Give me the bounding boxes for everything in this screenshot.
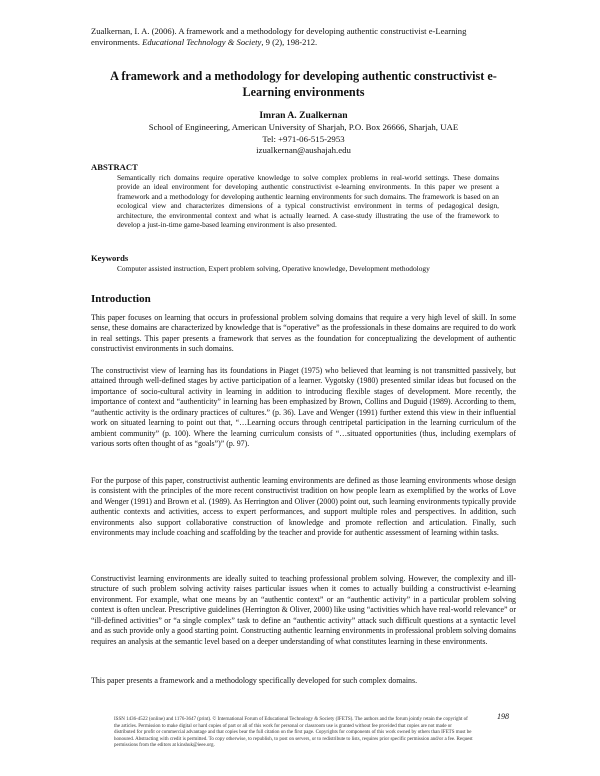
keywords-heading: Keywords	[91, 253, 129, 263]
citation-suffix: , 9 (2), 198-212.	[261, 37, 318, 47]
introduction-heading: Introduction	[91, 293, 151, 305]
paper-title: A framework and a methodology for developing authentic constructivist e-Learning environments	[110, 69, 497, 99]
citation-line1: Zualkernan, I. A. (2006). A framework and a methodology for developing authentic constructivist e-Learning	[91, 26, 467, 36]
intro-paragraph-2: The constructivist view of learning has its foundations in Piaget (1975) who believed that learning is not transmitted passively, but attained through well-defined stages by active participation of a learner. Vygotsky (1980) presented similar ideas but focused on the importance of socio-cultural activity in learning in addition to introducing flexible stages of development. More recently, the importance of context and “authenticity” in learning has been emphasized by Brown, Collins and Duguid (1989). According to them, “authentic activity is the ordinary practices of cultures.” (p. 36). Lave and Wenger (1991) further extend this view in their influential work on situated learning to point out that, “…Learning occurs through centripetal participation in the learning curriculum of the ambient community” (p. 100). Where the learning curriculum consists of “…situated opportunities (thus, including exemplars of various sorts often thought of as “goals”)” (p. 97).	[91, 366, 516, 449]
intro-paragraph-1: This paper focuses on learning that occurs in professional problem solving domains that require a very high level of skill. In some sense, these domains are characterized by knowledge that is “operative” as the professionals in these domains are required to do work in real settings. This paper presents a framework that serves as the foundation for conceptualizing the development of authentic constructivist environments in such domains.	[91, 313, 516, 354]
citation-header	[91, 26, 516, 48]
intro-paragraph-3: For the purpose of this paper, constructivist authentic learning environments are defined as those learning environments whose design is consistent with the principles of the more recent constructivist tradition on how people learn as exemplified by the works of Love and Wenger (1991) and Brown et al. (1989). As Herrington and Oliver (2000) point out, such learning environments typically provide authentic contexts and activities, access to expert performances, and support multiple roles and perspectives. In addition, such environments also support collaborative construction of knowledge and promote reflection and articulation. Finally, such environments may include coaching and scaffolding by the teacher and provide for authentic assessment of learning within tasks.	[91, 476, 516, 538]
citation-prefix: environments.	[91, 37, 143, 47]
author-name: Imran A. Zualkernan	[259, 110, 348, 121]
author-email: izualkernan@aushajah.edu	[256, 145, 351, 155]
intro-paragraph-5: This paper presents a framework and a methodology specifically developed for such complex domains.	[91, 676, 418, 685]
author-affiliation: School of Engineering, American University of Sharjah, P.O. Box 26666, Sharjah, UAE	[148, 122, 459, 132]
page-number: 198	[497, 712, 509, 721]
author-tel: Tel: +971-06-515-2953	[262, 133, 345, 144]
citation-journal: Educational Technology & Society	[142, 37, 262, 47]
abstract-text: Semantically rich domains require operative knowledge to solve complex problems in real-world settings. These domains provide an ideal environment for developing authentic constructivist e-learning environments. In this paper we present a framework and a methodology for developing authentic learning environments for such domains. The framework is based on an ecological view and characterizes dimensions of a typical constructivist environment in terms of pedagogical design, architecture, the environmental context and what is actually learned. A case-study illustrating the use of the framework to develop a just-in-time game-based learning environment is also presented.	[117, 173, 499, 230]
copyright-notice: ISSN 1436-4522 (online) and 1176-3647 (print). © International Forum of Educational Technology & Society (IFETS). The authors and the forum jointly retain the copyright of the articles. Permission to make digital or hard copies of part or all of this work for personal or classroom use is granted without fee provided that copies are not made or distributed for profit or commercial advantage and that copies bear the full citation on the first page. Copyrights for components of this work owned by others than IFETS must be honoured. Abstracting with credit is permitted. To copy otherwise, to republish, to post on servers, or to redistribute to lists, requires prior specific permission and/or a fee. Request permissions from the editors at kinshuk@ieee.org.	[114, 717, 473, 749]
abstract-heading: ABSTRACT	[91, 162, 138, 172]
keywords-text: Computer assisted instruction, Expert problem solving, Operative knowledge, Development methodology	[117, 264, 430, 273]
author-details	[91, 122, 516, 157]
intro-paragraph-4: Constructivist learning environments are ideally suited to teaching professional problem solving. However, the complexity and ill-structure of such problem solving activity raises particular issues when it comes to actually building a constructivist e-learning environment. For example, what one means by an “authentic context” or an “authentic activity” in a particular problem solving context is often unclear. Prescriptive guidelines (Herrington & Oliver, 2000) like using “activities which have real-world relevance” or “ill-defined activities” or “a single complex” task to define an “authentic activity” attack such difficult questions at a syntactic level and as such provide only a good starting point. Constructing authentic learning environments in professional problem solving domains requires an analysis at the semantic level based on a deeper understanding of what constitutes learning in these environments.	[91, 574, 516, 646]
